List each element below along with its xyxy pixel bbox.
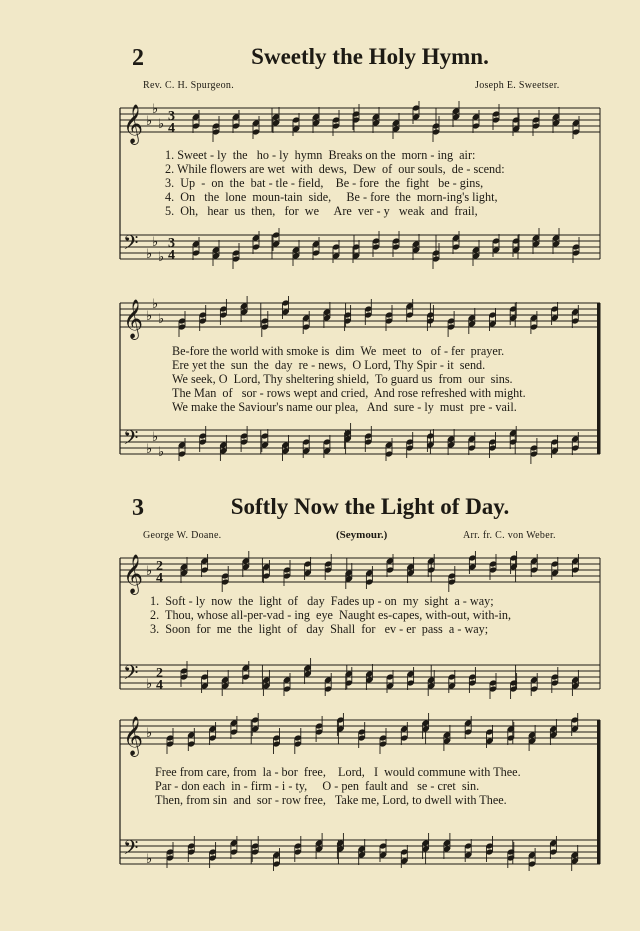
lyric-line: Par - don each in - firm - i - ty, O - pen fault and se - cret sin. [155, 779, 480, 793]
flat-icon: ♭ [146, 725, 153, 740]
lyric-line: 3. Soon for me the light of day Shall for ev - er pass a - way; [150, 622, 489, 636]
treble-clef-icon: 𝄞 [123, 104, 144, 144]
flat-icon: ♭ [146, 563, 153, 578]
tune-name: (Seymour.) [336, 529, 388, 541]
lyric-line: 2. While flowers are wet with dews, Dew of our souls, de - scend: [165, 162, 505, 176]
time-signature: 3 [168, 236, 175, 251]
notes [166, 713, 579, 754]
hymn-composer: Joseph E. Sweetser. [475, 80, 560, 91]
flat-icon: ♭ [152, 429, 159, 444]
staff [120, 231, 600, 264]
final-bar-line [597, 303, 600, 454]
lyric-line: Then, from sin and sor - row free, Take me, Lord, to dwell with Thee. [155, 793, 507, 807]
lyric-line: We seek, O Lord, Thy sheltering shield, To guard us from our sins. [172, 372, 513, 386]
flat-icon: ♭ [146, 851, 153, 866]
lyric-line: 4. On the lone moun-tain side, Be - fore the morn-ing's light, [165, 190, 498, 204]
flat-icon: ♭ [146, 676, 153, 691]
notes [178, 423, 579, 464]
flat-icon: ♭ [158, 249, 165, 264]
notes [192, 228, 580, 269]
flat-icon: ♭ [158, 116, 165, 131]
flat-icon: ♭ [146, 441, 153, 456]
time-signature: 3 [168, 109, 175, 124]
bass-clef-icon: 𝄢 [123, 426, 139, 454]
final-bar-line [597, 720, 600, 864]
notes [180, 658, 580, 699]
hymn-title: Softly Now the Light of Day. [230, 494, 510, 519]
lyric-line: Ere yet the sun the day re - news, O Lord, Thy Spir - it send. [172, 358, 486, 372]
flat-icon: ♭ [146, 246, 153, 261]
flat-icon: ♭ [146, 308, 153, 323]
time-signature: 4 [168, 121, 175, 136]
time-signature: 4 [156, 678, 163, 693]
lyric-line: 1. Sweet - ly the ho - ly hymn Breaks on the morn - ing air: [165, 148, 476, 162]
notes [180, 551, 580, 592]
notes [178, 296, 579, 337]
notes [192, 101, 580, 142]
staff [120, 296, 600, 340]
bass-clef-icon: 𝄢 [123, 231, 139, 259]
flat-icon: ♭ [146, 113, 153, 128]
bass-clef-icon: 𝄢 [123, 661, 139, 689]
treble-clef-icon: 𝄞 [123, 554, 144, 594]
staff [120, 661, 600, 693]
flat-icon: ♭ [158, 311, 165, 326]
staff [120, 426, 600, 459]
treble-clef-icon: 𝄞 [123, 716, 144, 756]
lyric-line: 2. Thou, whose all-per-vad - ing eye Naught es-capes, with-out, with-in, [150, 608, 512, 622]
flat-icon: ♭ [152, 101, 159, 116]
lyric-line: 5. Oh, hear us then, for we Are ver - y weak and frail, [165, 204, 478, 218]
flat-icon: ♭ [152, 296, 159, 311]
lyric-line: Free from care, from la - bor free, Lord, I would commune with Thee. [155, 765, 521, 779]
time-signature: 4 [168, 248, 175, 263]
flat-icon: ♭ [152, 234, 159, 249]
bass-clef-icon: 𝄢 [123, 836, 139, 864]
hymn-author: Rev. C. H. Spurgeon. [143, 80, 234, 91]
lyric-line: 3. Up - on the bat - tle - field, Be - fore the fight be - gins, [165, 176, 484, 190]
hymn-composer: Arr. fr. C. von Weber. [463, 530, 556, 541]
lyric-line: Be-fore the world with smoke is dim We meet to of - fer prayer. [172, 344, 505, 358]
time-signature: 2 [156, 559, 163, 574]
lyric-line: The Man of sor - rows wept and cried, And rose refreshed with might. [172, 386, 526, 400]
hymn-title: Sweetly the Holy Hymn. [251, 44, 489, 69]
treble-clef-icon: 𝄞 [123, 299, 144, 339]
flat-icon: ♭ [158, 444, 165, 459]
hymn-number: 2 [132, 45, 144, 71]
lyric-line: We make the Saviour's name our plea, And sure - ly must pre - vail. [172, 400, 517, 414]
hymn-author: George W. Doane. [143, 530, 222, 541]
time-signature: 2 [156, 666, 163, 681]
lyric-line: 1. Soft - ly now the light of day Fades up - on my sight a - way; [150, 594, 494, 608]
time-signature: 4 [156, 571, 163, 586]
staff [120, 554, 600, 595]
staff [120, 101, 600, 145]
hymn-number: 3 [132, 495, 144, 521]
